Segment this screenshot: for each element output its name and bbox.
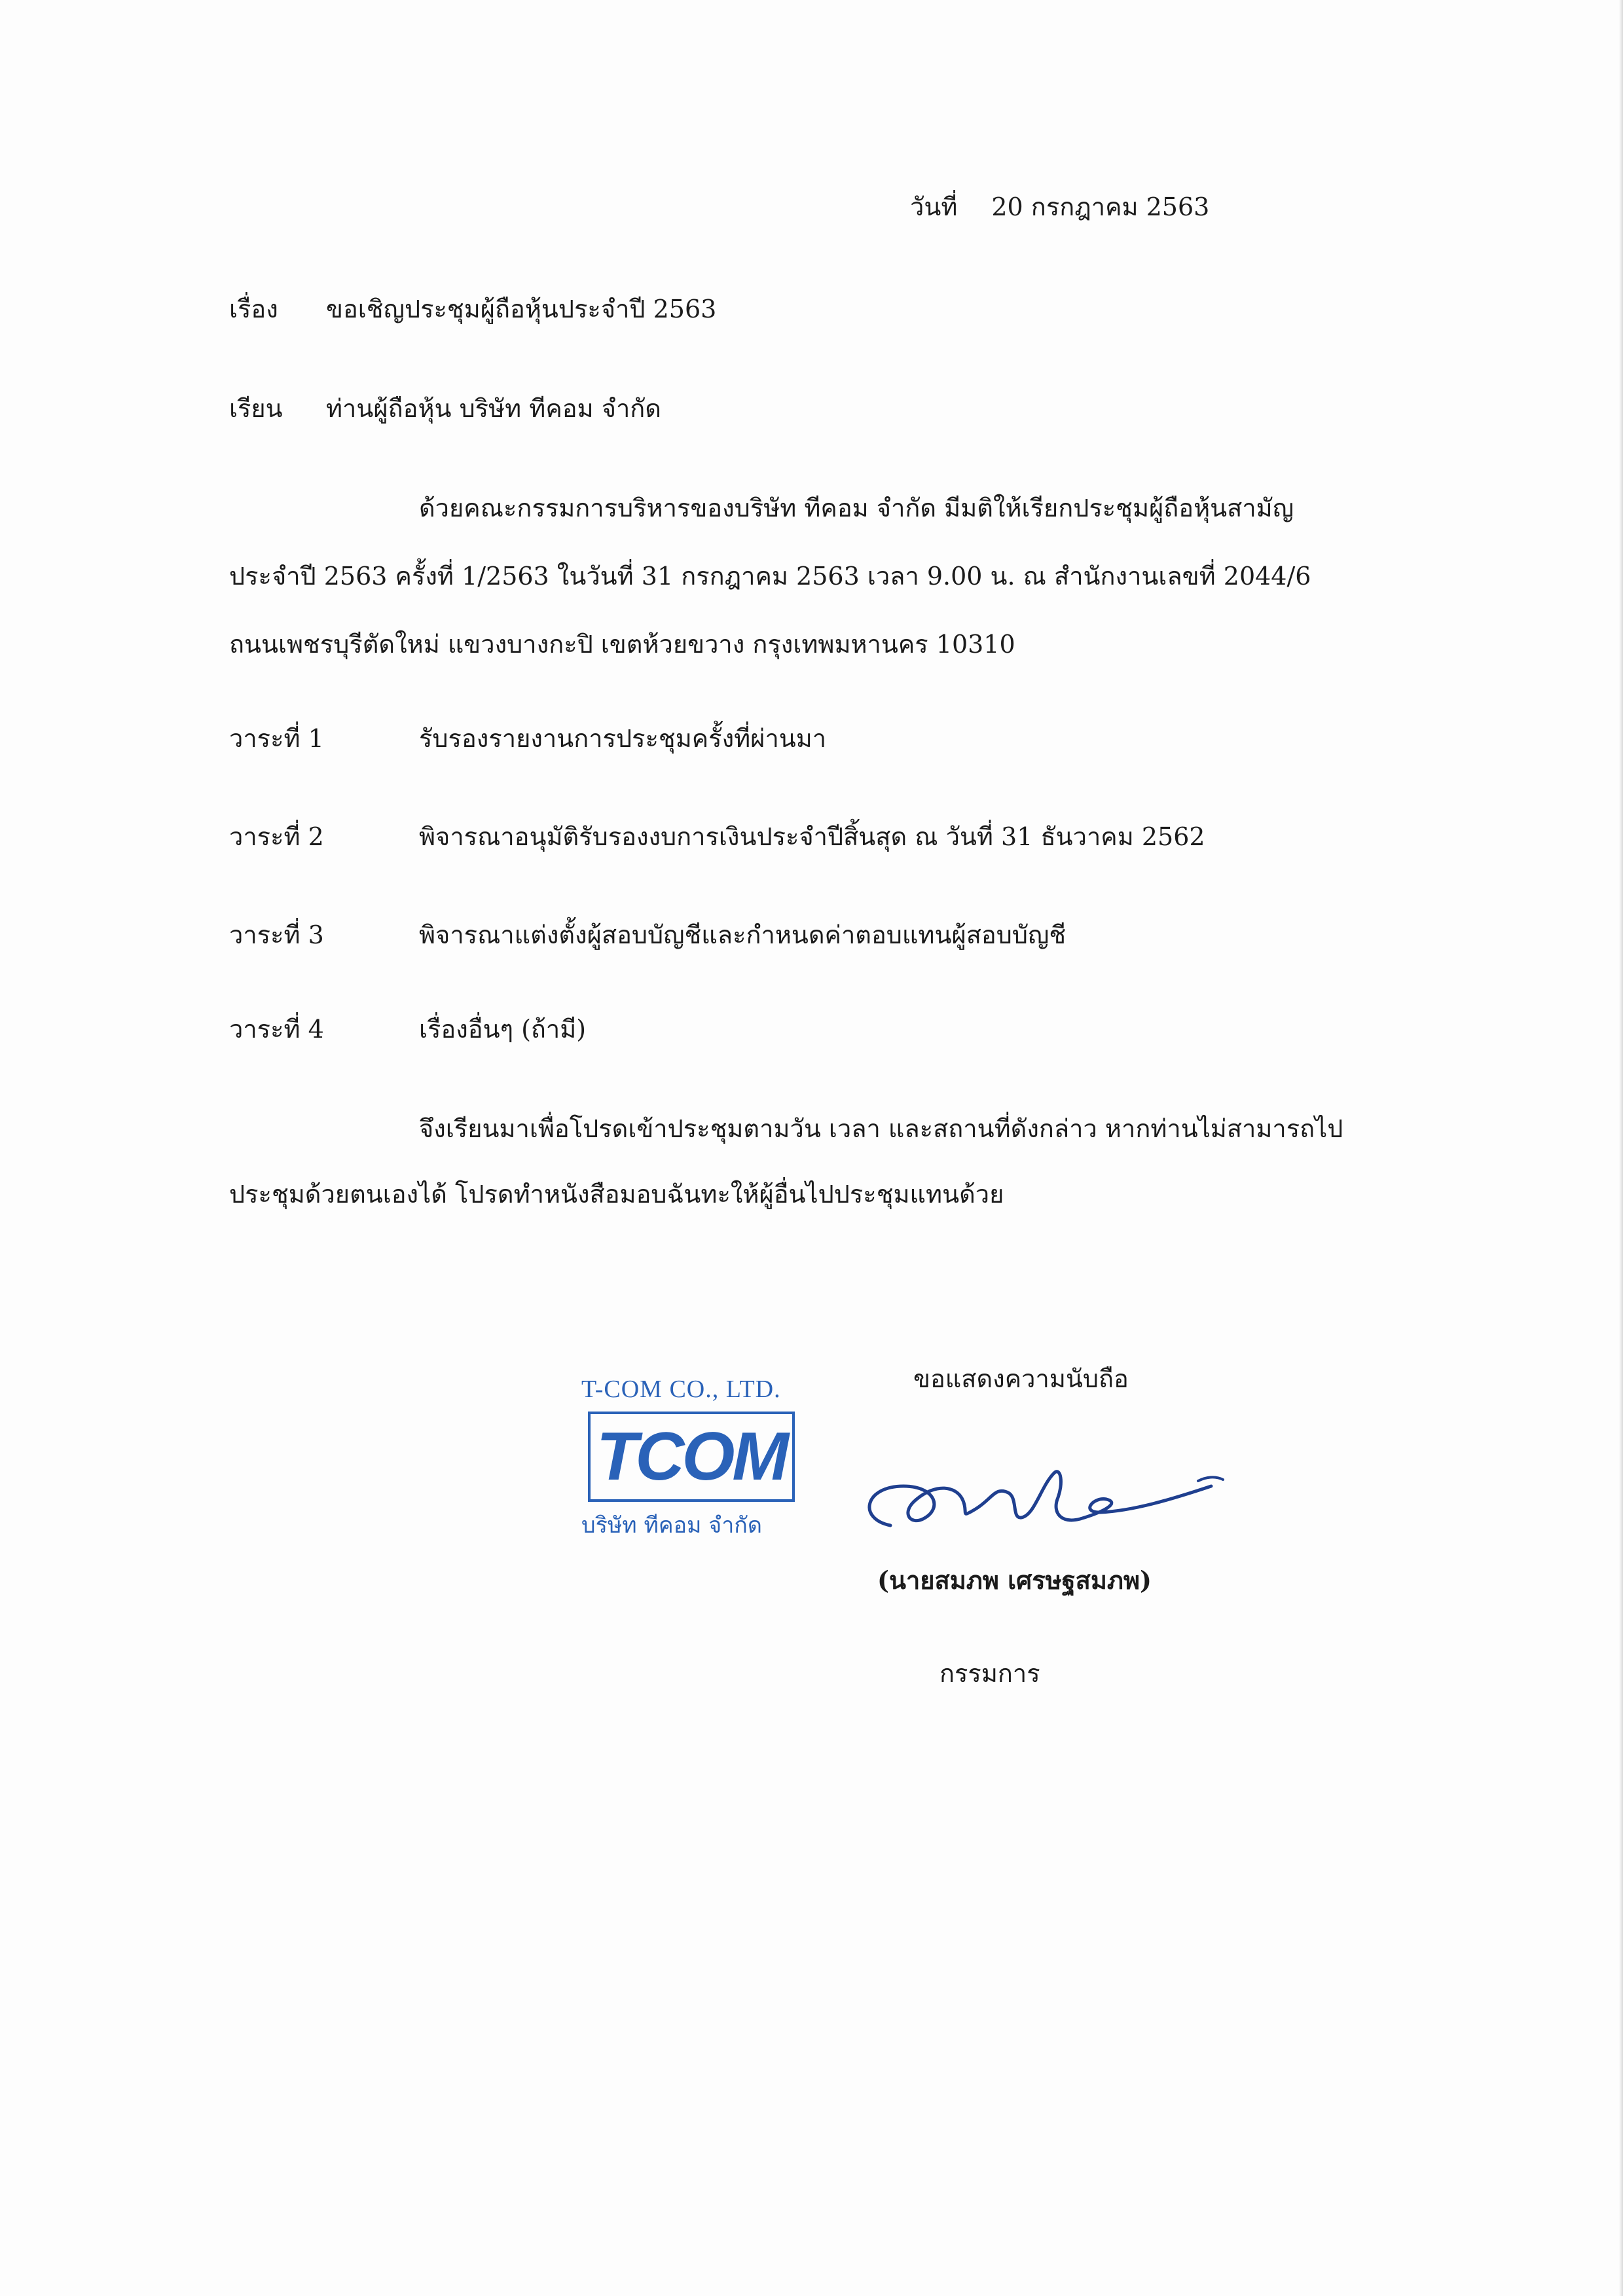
signer-name: (นายสมภพ เศรษฐสมภพ) xyxy=(877,1565,1152,1595)
agenda-text: รับรองรายงานการประชุมครั้งที่ผ่านมา xyxy=(419,724,827,753)
subject-text: ขอเชิญประชุมผู้ถือหุ้นประจำปี 2563 xyxy=(326,295,717,323)
signer-title: กรรมการ xyxy=(939,1659,1040,1688)
body-paragraph-2-line-2: ประชุมด้วยตนเองได้ โปรดทำหนังสือมอบฉันทะให้ผู้อื่นไปประชุมแทนด้วย xyxy=(229,1180,1004,1209)
subject-row xyxy=(229,293,716,325)
recipient-label: เรียน xyxy=(229,394,283,423)
stamp-company-thai: บริษัท ทีคอม จำกัด xyxy=(581,1512,762,1539)
agenda-number: วาระที่ 1 xyxy=(229,724,324,753)
agenda-item xyxy=(229,821,1205,852)
recipient-text: ท่านผู้ถือหุ้น บริษัท ทีคอม จำกัด xyxy=(326,394,661,423)
agenda-text: พิจารณาอนุมัติรับรองงบการเงินประจำปีสิ้นสุด ณ วันที่ 31 ธันวาคม 2562 xyxy=(419,822,1205,851)
date-line xyxy=(910,191,1209,223)
agenda-item xyxy=(229,723,826,754)
closing-phrase: ขอแสดงความนับถือ xyxy=(913,1364,1129,1393)
agenda-number: วาระที่ 2 xyxy=(229,822,324,851)
agenda-number: วาระที่ 4 xyxy=(229,1015,324,1044)
agenda-text: พิจารณาแต่งตั้งผู้สอบบัญชีและกำหนดค่าตอบแทนผู้สอบบัญชี xyxy=(419,920,1067,949)
agenda-item xyxy=(229,1013,586,1045)
date-value: 20 กรกฎาคม 2563 xyxy=(991,192,1210,221)
body-paragraph-1-line-1: ด้วยคณะกรรมการบริหารของบริษัท ทีคอม จำกัด มีมติให้เรียกประชุมผู้ถือหุ้นสามัญ xyxy=(419,494,1294,522)
agenda-text: เรื่องอื่นๆ (ถ้ามี) xyxy=(419,1015,587,1044)
subject-label: เรื่อง xyxy=(229,295,278,323)
company-stamp xyxy=(581,1375,804,1545)
body-paragraph-1-line-3: ถนนเพชรบุรีตัดใหม่ แขวงบางกะปิ เขตห้วยขวาง กรุงเทพมหานคร 10310 xyxy=(229,630,1015,659)
agenda-number: วาระที่ 3 xyxy=(229,920,324,949)
scan-edge-shadow xyxy=(1619,0,1623,2296)
body-paragraph-2-line-1: จึงเรียนมาเพื่อโปรดเข้าประชุมตามวัน เวลา และสถานที่ดังกล่าว หากท่านไม่สามารถไป xyxy=(419,1114,1343,1143)
handwritten-signature xyxy=(845,1447,1237,1558)
date-label: วันที่ xyxy=(910,192,958,221)
agenda-item xyxy=(229,919,1066,951)
stamp-logo-box xyxy=(588,1412,795,1502)
tcom-logo: TCOM xyxy=(596,1419,787,1495)
recipient-row xyxy=(229,393,661,424)
stamp-company-english: T-COM CO., LTD. xyxy=(581,1376,781,1403)
body-paragraph-1-line-2: ประจำปี 2563 ครั้งที่ 1/2563 ในวันที่ 31 กรกฎาคม 2563 เวลา 9.00 น. ณ สำนักงานเลขที่ 2044/6 xyxy=(229,562,1311,591)
